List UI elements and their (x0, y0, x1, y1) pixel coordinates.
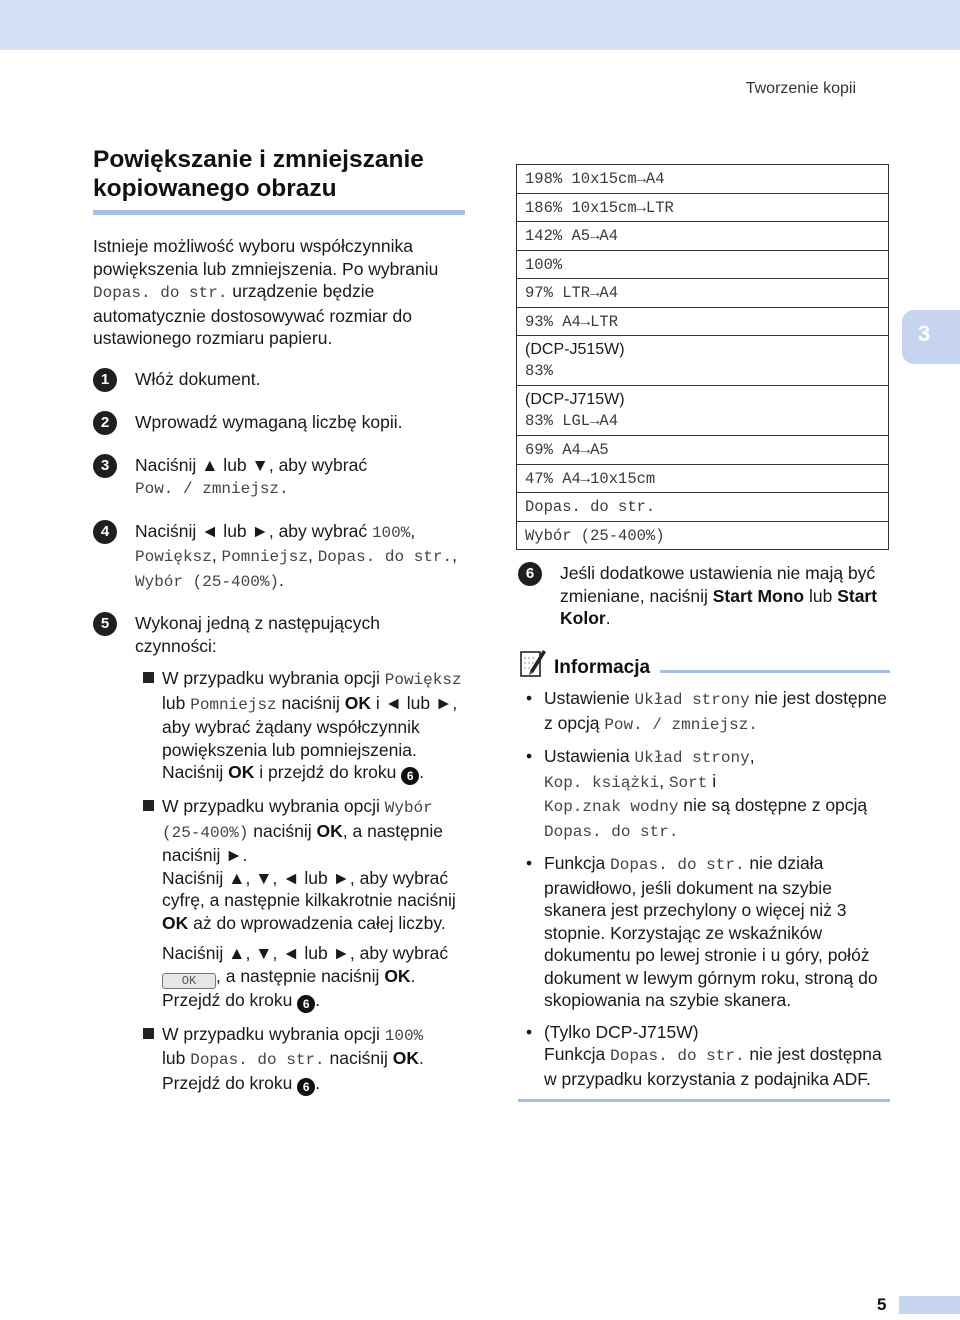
step-text: Włóż dokument. (135, 368, 261, 389)
note-box (518, 645, 890, 1102)
section-title: Powiększanie i zmniejszanie kopiowanego obrazu (93, 145, 465, 215)
step-text: Wykonaj jedną z następujących czynności: (135, 613, 380, 656)
table-row: 198% 10x15cm→A4 (517, 165, 889, 194)
step-2 (93, 411, 465, 435)
ok-softkey-icon: OK (162, 973, 216, 989)
table-row: 97% LTR→A4 (517, 279, 889, 308)
step-text: Naciśnij ▲ lub ▼, aby wybrać Pow. / zmniejsz. (135, 454, 368, 498)
table-row: 93% A4→LTR (517, 307, 889, 336)
model-label: (DCP-J715W) (525, 390, 625, 408)
note-list (518, 687, 890, 1090)
running-header: Tworzenie kopii (745, 80, 856, 97)
list-item: • Ustawienia Układ strony, Kop. książki, Sort i Kop.znak wodny nie są dostępne z opcją Dopas. do str. (518, 745, 890, 843)
chapter-number: 3 (918, 321, 931, 346)
step-number: 2 (93, 411, 117, 435)
option-enlarge-reduce: W przypadku wybrania opcji Powiększ lub Pomniejsz naciśnij OK i ◄ lub ►, aby wybrać żądany współczynnik powiększenia lub pomniejszenia. Naciśnij OK i przejdź do kroku 6 . (143, 667, 465, 785)
intro-paragraph: Istnieje możliwość wyboru współczynnika powiększenia lub zmniejszenia. Po wybraniu Dopas. do str. urządzenie będzie automatycznie dostosowywać rozmiar do ustawionego rozmiaru papieru. (93, 236, 439, 348)
list-item: • Funkcja Dopas. do str. nie działa prawidłowo, jeśli dokument na szybie skanera jest przechylony o więcej niż 3 stopnie. Korzystając ze wskaźników dokumentu po lewej stronie i u góry, połóż dokument w lewym górnym roku, stroną do skopiowania na szybie skanera. (518, 852, 890, 1012)
option-100-fit: W przypadku wybrania opcji 100% lub Dopas. do str. naciśnij OK. Przejdź do kroku 6 . (143, 1023, 465, 1096)
list-item: • (Tylko DCP-J715W) Funkcja Dopas. do str. nie jest dostępna w przypadku korzystania z podajnika ADF. (518, 1021, 890, 1091)
model-label: (DCP-J515W) (525, 340, 625, 358)
note-bottom-rule (518, 1099, 890, 1102)
table-row: (DCP-J715W) 83% LGL→A4 (517, 386, 889, 436)
table-row: (DCP-J515W) 83% (517, 336, 889, 386)
table-row: 142% A5→A4 (517, 222, 889, 251)
step-number: 3 (93, 454, 117, 478)
list-item: • Ustawienie Układ strony nie jest dostępne z opcją Pow. / zmniejsz. (518, 687, 890, 736)
table-row: 100% (517, 250, 889, 279)
mode-dopas: Dopas. do str. (93, 284, 228, 302)
step-text: Jeśli dodatkowe ustawienia nie mają być zmieniane, naciśnij Start Mono lub Start Kolor. (560, 563, 878, 628)
step-ref-icon: 6 (297, 1078, 315, 1096)
step-number: 4 (93, 520, 117, 544)
option-custom-ratio: W przypadku wybrania opcji Wybór (25-400%) naciśnij OK, a następnie naciśnij ►. Naciśnij ▲, ▼, ◄ lub ►, aby wybrać cyfrę, a następnie kilkakrotnie naciśnij OK aż do wprowadzenia całej liczby. Naciśnij ▲, ▼, ◄ lub ►, aby wybrać OK , a następnie naciśnij OK. Przejdź do kroku 6 . (143, 795, 465, 1013)
square-bullet-icon (143, 672, 154, 683)
left-column (93, 145, 465, 1106)
square-bullet-icon (143, 800, 154, 811)
note-title: Informacja (554, 657, 651, 678)
page-number: 5 (877, 1295, 887, 1314)
step-6 (518, 562, 890, 630)
table-row: Wybór (25-400%) (517, 521, 889, 550)
step-text: Naciśnij ◄ lub ►, aby wybrać 100%, Powiększ, Pomniejsz, Dopas. do str., Wybór (25-400%). (135, 520, 457, 591)
table-row: 186% 10x15cm→LTR (517, 193, 889, 222)
step-number: 6 (518, 562, 542, 586)
table-row: Dopas. do str. (517, 493, 889, 522)
table-row: 69% A4→A5 (517, 436, 889, 465)
step-ref-icon: 6 (401, 767, 419, 785)
square-bullet-icon (143, 1028, 154, 1039)
note-divider (660, 670, 890, 673)
step-4 (93, 520, 465, 594)
step-3 (93, 454, 465, 501)
note-pencil-icon (518, 647, 548, 679)
step-5 (93, 612, 465, 657)
step-number: 1 (93, 368, 117, 392)
ratio-table (516, 164, 889, 550)
step-number: 5 (93, 612, 117, 636)
chapter-tab (902, 310, 960, 364)
menu-option: Pow. / zmniejsz. (135, 480, 289, 498)
table-row: 47% A4→10x15cm (517, 464, 889, 493)
step-text: Wprowadź wymaganą liczbę kopii. (135, 411, 403, 432)
step-5-options (93, 667, 465, 1096)
step-ref-icon: 6 (297, 995, 315, 1013)
top-color-bar (0, 0, 960, 50)
footer-color-bar (899, 1296, 960, 1314)
step-1 (93, 368, 465, 392)
